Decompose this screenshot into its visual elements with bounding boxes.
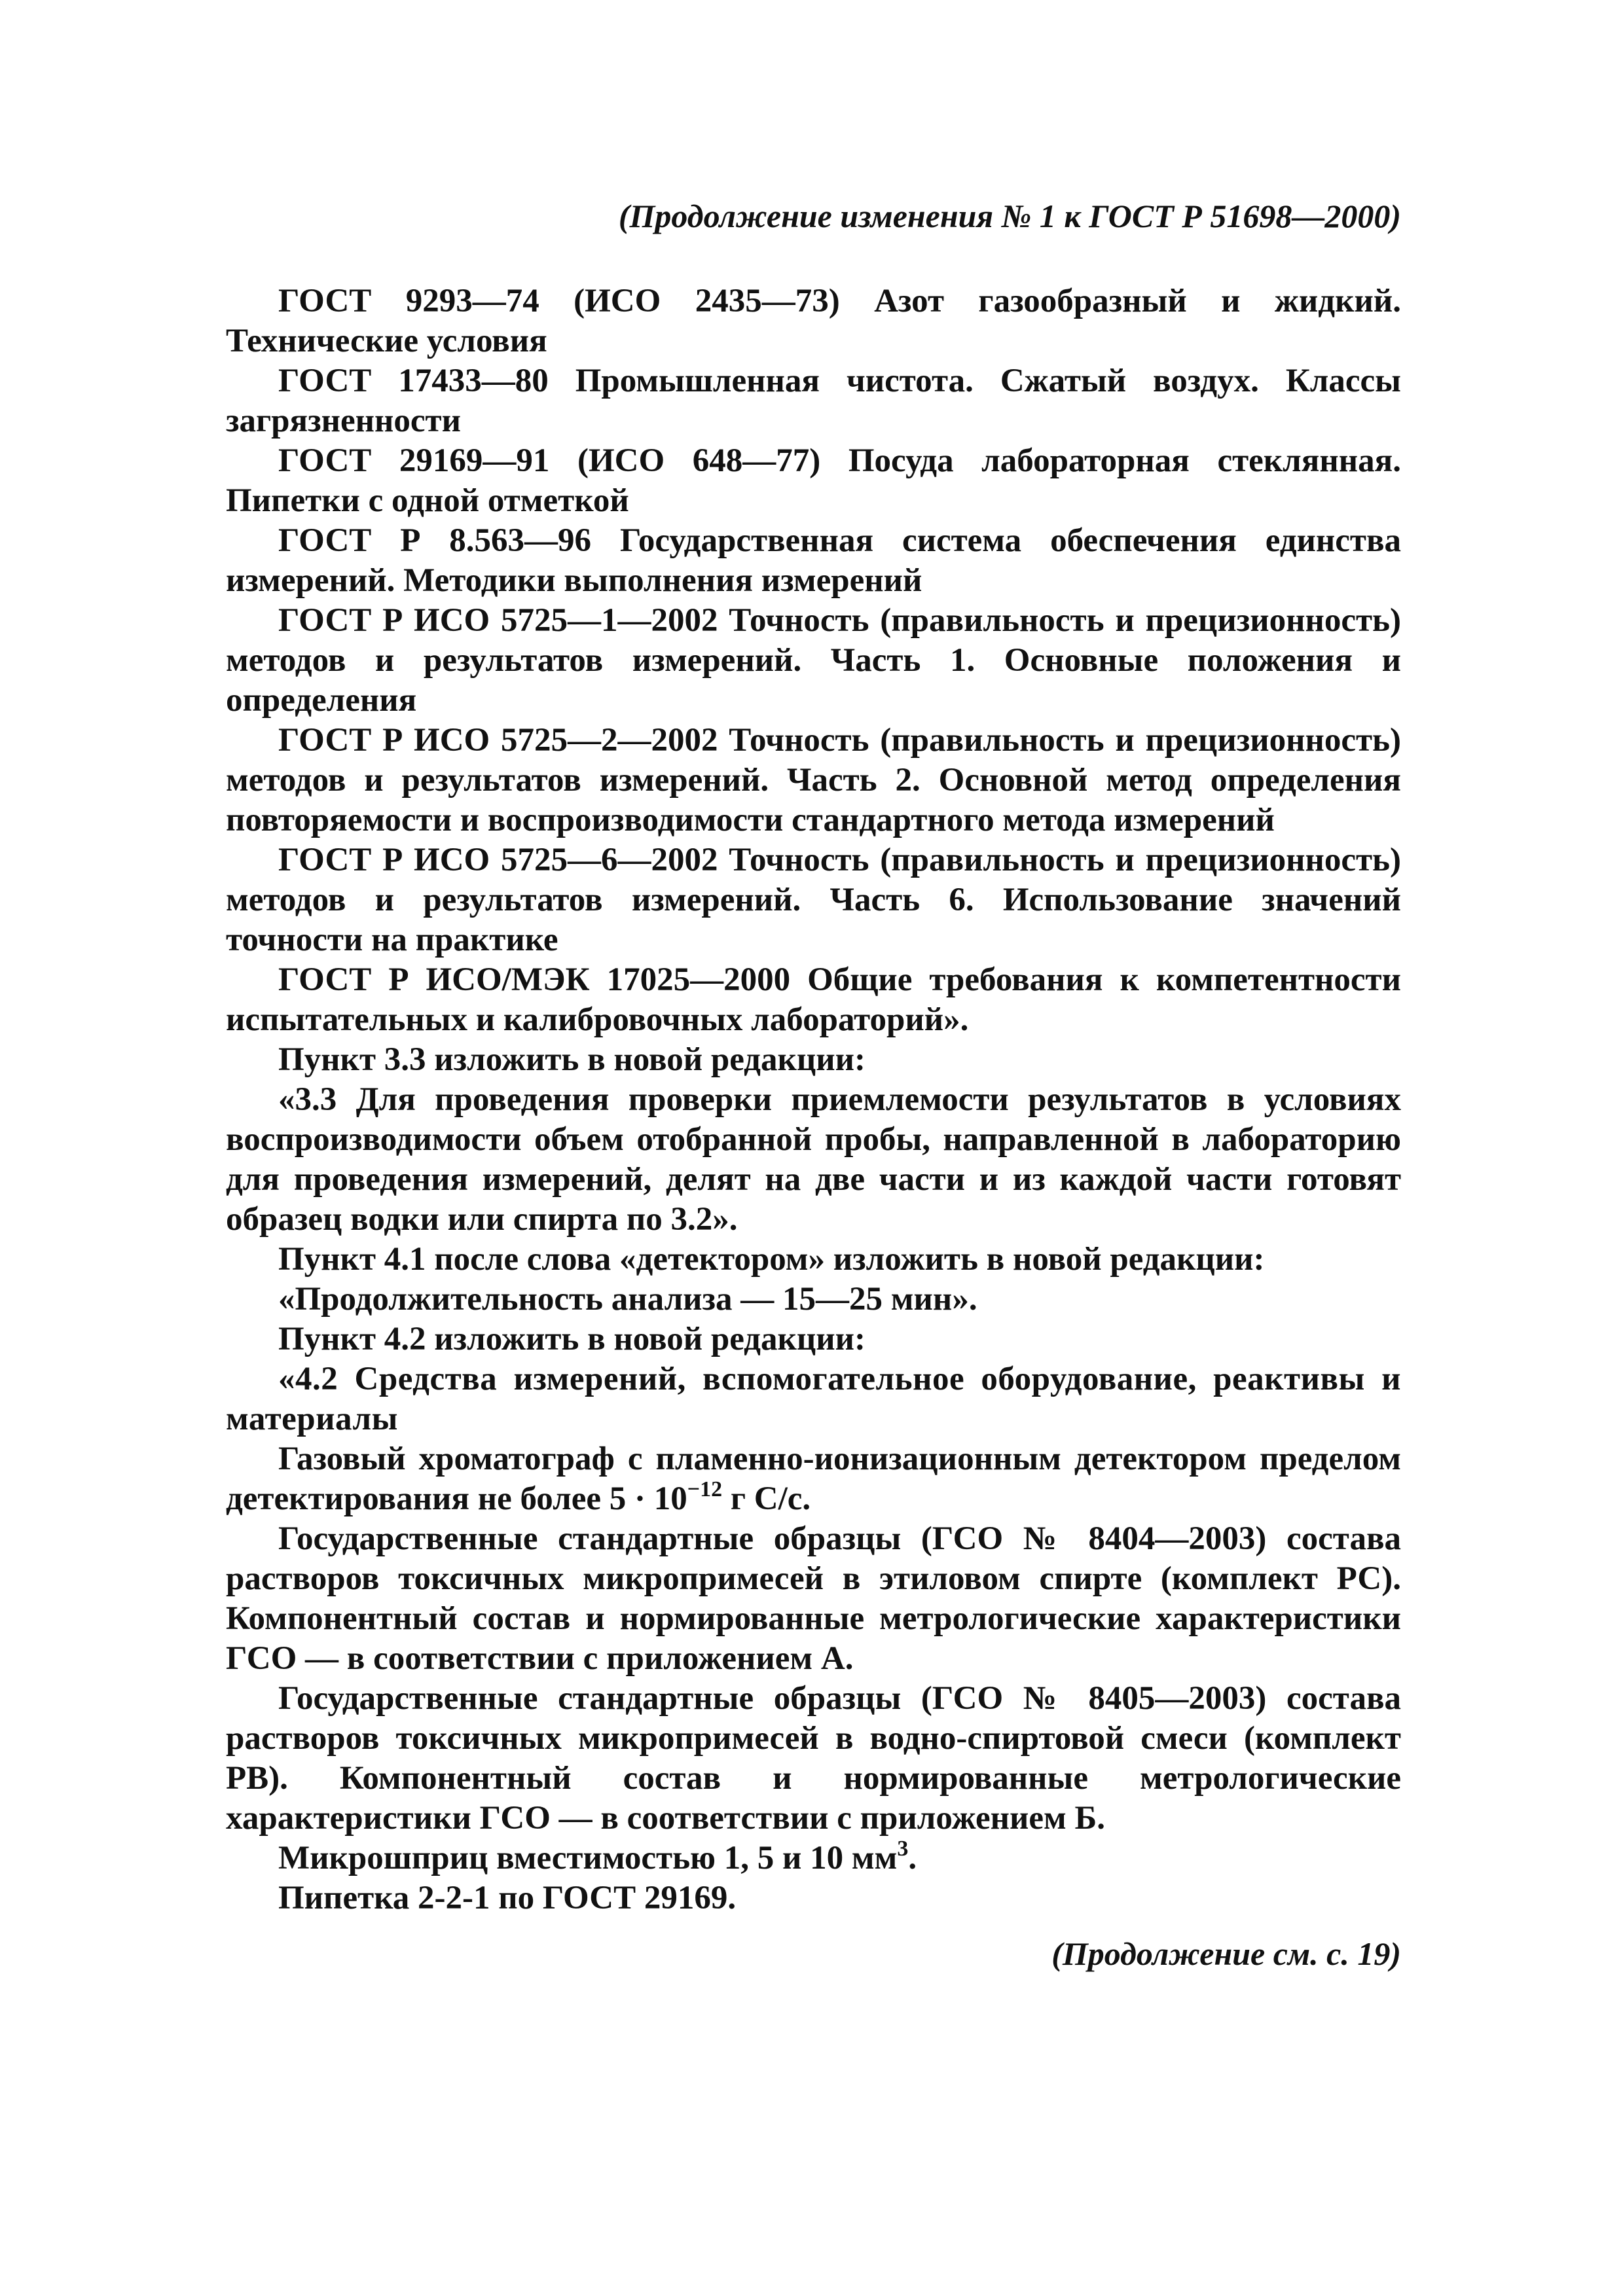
- continuation-footer: (Продолжение см. с. 19): [1051, 1935, 1401, 1972]
- microsyringe-text: Микрошприц вместимостью 1, 5 и 10 мм: [278, 1840, 898, 1876]
- amendment-3-3-text: «3.3 Для проведения проверки приемлемости результатов в условиях воспроизводимости объем отобранной пробы, направленной в лабораторию для проведения измерений, делят на две части и из каждой части готовят образец водки или спирта по 3.2».: [226, 1081, 1401, 1238]
- detection-unit: г С/с.: [722, 1480, 811, 1517]
- reference-gost-29169: ГОСТ 29169—91 (ИСО 648—77) Посуда лабораторная стеклянная. Пипетки с одной отметкой: [226, 442, 1401, 519]
- reference-gost-17433: ГОСТ 17433—80 Промышленная чистота. Сжатый воздух. Классы загрязненности: [226, 363, 1401, 439]
- reference-gost-5725-2: ГОСТ Р ИСО 5725—2—2002 Точность (правильность и прецизионность) методов и результатов измерений. Часть 2. Основной метод определения повторяемости и воспроизводимости стандартного метода измерений: [226, 722, 1401, 838]
- volume-exponent: 3: [897, 1837, 909, 1861]
- reference-gost-8-563: ГОСТ Р 8.563—96 Государственная система обеспечения единства измерений. Методики выполнения измерений: [226, 522, 1401, 599]
- amendment-4-1-intro: Пункт 4.1 после слова «детектором» изложить в новой редакции:: [278, 1241, 1265, 1278]
- chromatograph-item: [226, 1439, 1401, 1519]
- amendment-4-1-text: «Продолжительность анализа — 15—25 мин».: [278, 1281, 977, 1318]
- reference-gost-17025: ГОСТ Р ИСО/МЭК 17025—2000 Общие требования к компетентности испытательных и калибровочных лабораторий».: [226, 961, 1401, 1038]
- amendment-3-3-intro: Пункт 3.3 изложить в новой редакции:: [278, 1041, 866, 1078]
- reference-gost-5725-6: ГОСТ Р ИСО 5725—6—2002 Точность (правильность и прецизионность) методов и результатов измерений. Часть 6. Использование значений точности на практике: [226, 842, 1401, 958]
- microsyringe-item: [226, 1839, 1401, 1878]
- gso-8405-item: Государственные стандартные образцы (ГСО № 8405—2003) состава растворов токсичных микропримесей в водно-спиртовой смеси (комплект РВ). Компонентный состав и нормированные метрологические характеристики ГСО — в соответствии с приложением Б.: [226, 1680, 1401, 1837]
- amendment-4-2-intro: Пункт 4.2 изложить в новой редакции:: [278, 1321, 866, 1357]
- detection-exponent: −12: [687, 1477, 723, 1501]
- microsyringe-end: .: [908, 1840, 917, 1876]
- reference-gost-5725-1: ГОСТ Р ИСО 5725—1—2002 Точность (правильность и прецизионность) методов и результатов измерений. Часть 1. Основные положения и определения: [226, 602, 1401, 719]
- document-body: [226, 281, 1401, 1918]
- section-4-2-heading: «4.2 Средства измерений, вспомогательное оборудование, реактивы и материалы: [226, 1361, 1401, 1437]
- pipette-item: Пипетка 2-2-1 по ГОСТ 29169.: [278, 1880, 737, 1916]
- chromatograph-text: Газовый хроматограф с пламенно-ионизационным детектором пределом детектирования не более 5 · 10: [226, 1441, 1401, 1517]
- reference-gost-9293: ГОСТ 9293—74 (ИСО 2435—73) Азот газообразный и жидкий. Технические условия: [226, 283, 1401, 359]
- continuation-header: (Продолжение изменения № 1 к ГОСТ Р 51698—2000): [618, 198, 1401, 234]
- gso-8404-item: Государственные стандартные образцы (ГСО № 8404—2003) состава растворов токсичных микропримесей в этиловом спирте (комплект РС). Компонентный состав и нормированные метрологические характеристики ГСО — в соответствии с приложением А.: [226, 1520, 1401, 1677]
